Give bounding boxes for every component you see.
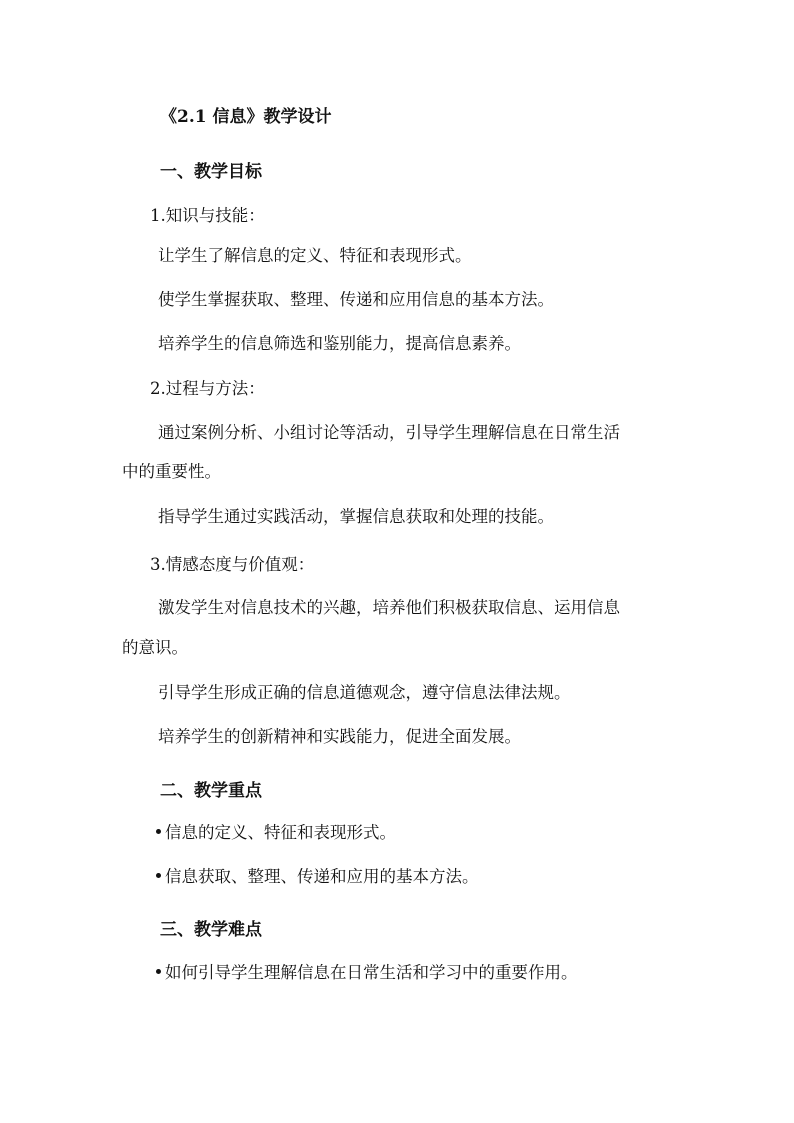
list-item-text: 信息的定义、特征和表现形式。 (165, 823, 396, 842)
list-item-text: 如何引导学生理解信息在日常生活和学习中的重要作用。 (165, 963, 578, 982)
list-item-text: 信息获取、整理、传递和应用的基本方法。 (165, 867, 479, 886)
document-title: 《2.1 信息》教学设计 (160, 107, 332, 127)
bullet-icon (156, 829, 161, 834)
section-heading-difficulties: 三、教学难点 (160, 920, 262, 940)
subsection-label-knowledge: 1.知识与技能： (150, 206, 265, 225)
list-item (156, 823, 396, 843)
bullet-icon (156, 969, 161, 974)
subsection-label-process: 2.过程与方法： (150, 379, 265, 398)
paragraph: 通过案例分析、小组讨论等活动，引导学生理解信息在日常生活 (158, 423, 620, 442)
paragraph: 使学生掌握获取、整理、传递和应用信息的基本方法。 (158, 290, 554, 309)
paragraph: 培养学生的创新精神和实践能力，促进全面发展。 (158, 727, 521, 746)
paragraph-continuation: 的意识。 (122, 638, 188, 657)
list-item (156, 867, 479, 887)
paragraph-continuation: 中的重要性。 (122, 462, 221, 481)
bullet-icon (156, 873, 161, 878)
list-item (156, 963, 578, 983)
section-heading-key-points: 二、教学重点 (160, 781, 262, 801)
paragraph: 培养学生的信息筛选和鉴别能力，提高信息素养。 (158, 334, 521, 353)
paragraph: 让学生了解信息的定义、特征和表现形式。 (158, 246, 472, 265)
paragraph: 引导学生形成正确的信息道德观念，遵守信息法律法规。 (158, 683, 571, 702)
subsection-label-attitude: 3.情感态度与价值观： (150, 555, 315, 574)
section-heading-objectives: 一、教学目标 (160, 162, 262, 182)
paragraph: 指导学生通过实践活动，掌握信息获取和处理的技能。 (158, 507, 554, 526)
paragraph: 激发学生对信息技术的兴趣，培养他们积极获取信息、运用信息 (158, 598, 620, 617)
